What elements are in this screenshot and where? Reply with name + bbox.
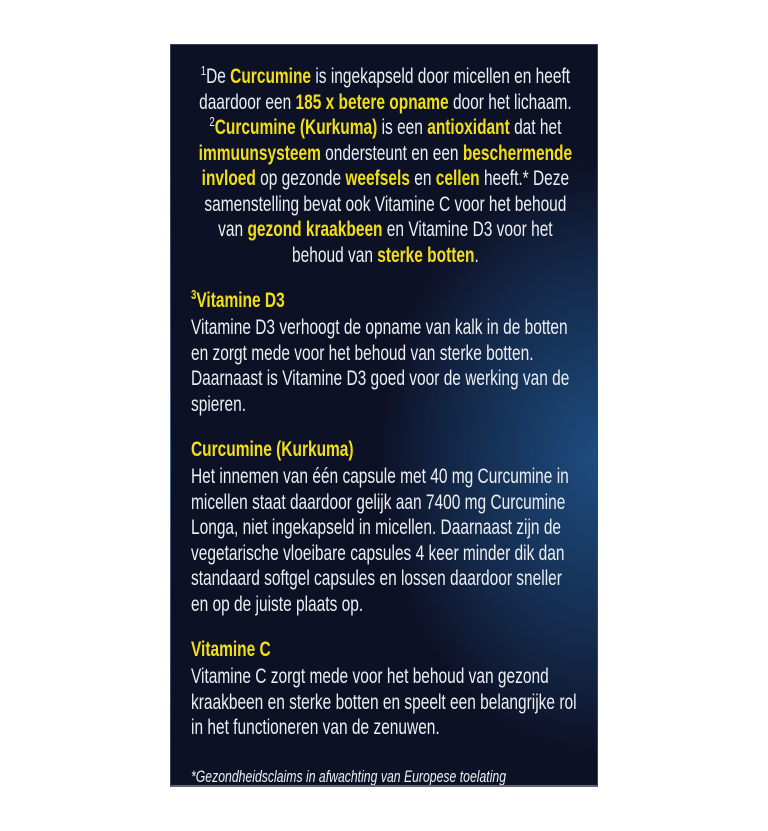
label-panel (170, 44, 598, 787)
section-vitamine-c (191, 636, 580, 741)
heading-text: Vitamine C (191, 637, 271, 661)
heading-superscript: 3 (191, 286, 197, 302)
section-body-vitamine-c: Vitamine C zorgt mede voor het behoud van gezond kraakbeen en sterke botten en speelt een belangrijke rol in het functioneren van de zenuwen. (191, 664, 577, 739)
section-body-curcumine-kurkuma: Het innemen van één capsule met 40 mg Curcumine in micellen staat daardoor gelijk aan 7400 mg Curcumine Longa, niet ingekapseld in micellen. Daarnaast zijn de vegetarische vloeibare capsules 4 keer minder dik dan standaard softgel capsules en lossen daardoor sneller en op de juiste plaats op. (191, 464, 569, 616)
section-heading-curcumine-kurkuma (191, 436, 580, 462)
heading-text: Curcumine (Kurkuma) (191, 437, 354, 461)
section-heading-vitamine-d3 (191, 287, 580, 313)
heading-text: Vitamine D3 (196, 288, 285, 312)
section-body-vitamine-d3: Vitamine D3 verhoogt de opname van kalk in de botten en zorgt mede voor het behoud van sterke botten. Daarnaast is Vitamine D3 goed voor de werking van de spieren. (191, 315, 570, 416)
section-heading-vitamine-c (191, 636, 580, 662)
section-curcumine-kurkuma (191, 436, 580, 617)
section-vitamine-d3 (191, 287, 580, 417)
intro-paragraph: $^1$De Curcumine is ingekapseld door micellen en heeft daardoor een 185 x betere opname door het lichaam. $^2$Curcumine (Kurkuma) is een antioxidant dat het immuunsysteem ondersteunt en een beschermende invloed op gezonde weefsels en cellen heeft.* Deze samenstelling bevat ook Vitamine C voor het behoud van gezond kraakbeen en Vitamine D3 voor het behoud van sterke botten. (198, 62, 573, 267)
health-claims-footnote: *Gezondheidsclaims in afwachting van Europese toelating (191, 766, 507, 786)
